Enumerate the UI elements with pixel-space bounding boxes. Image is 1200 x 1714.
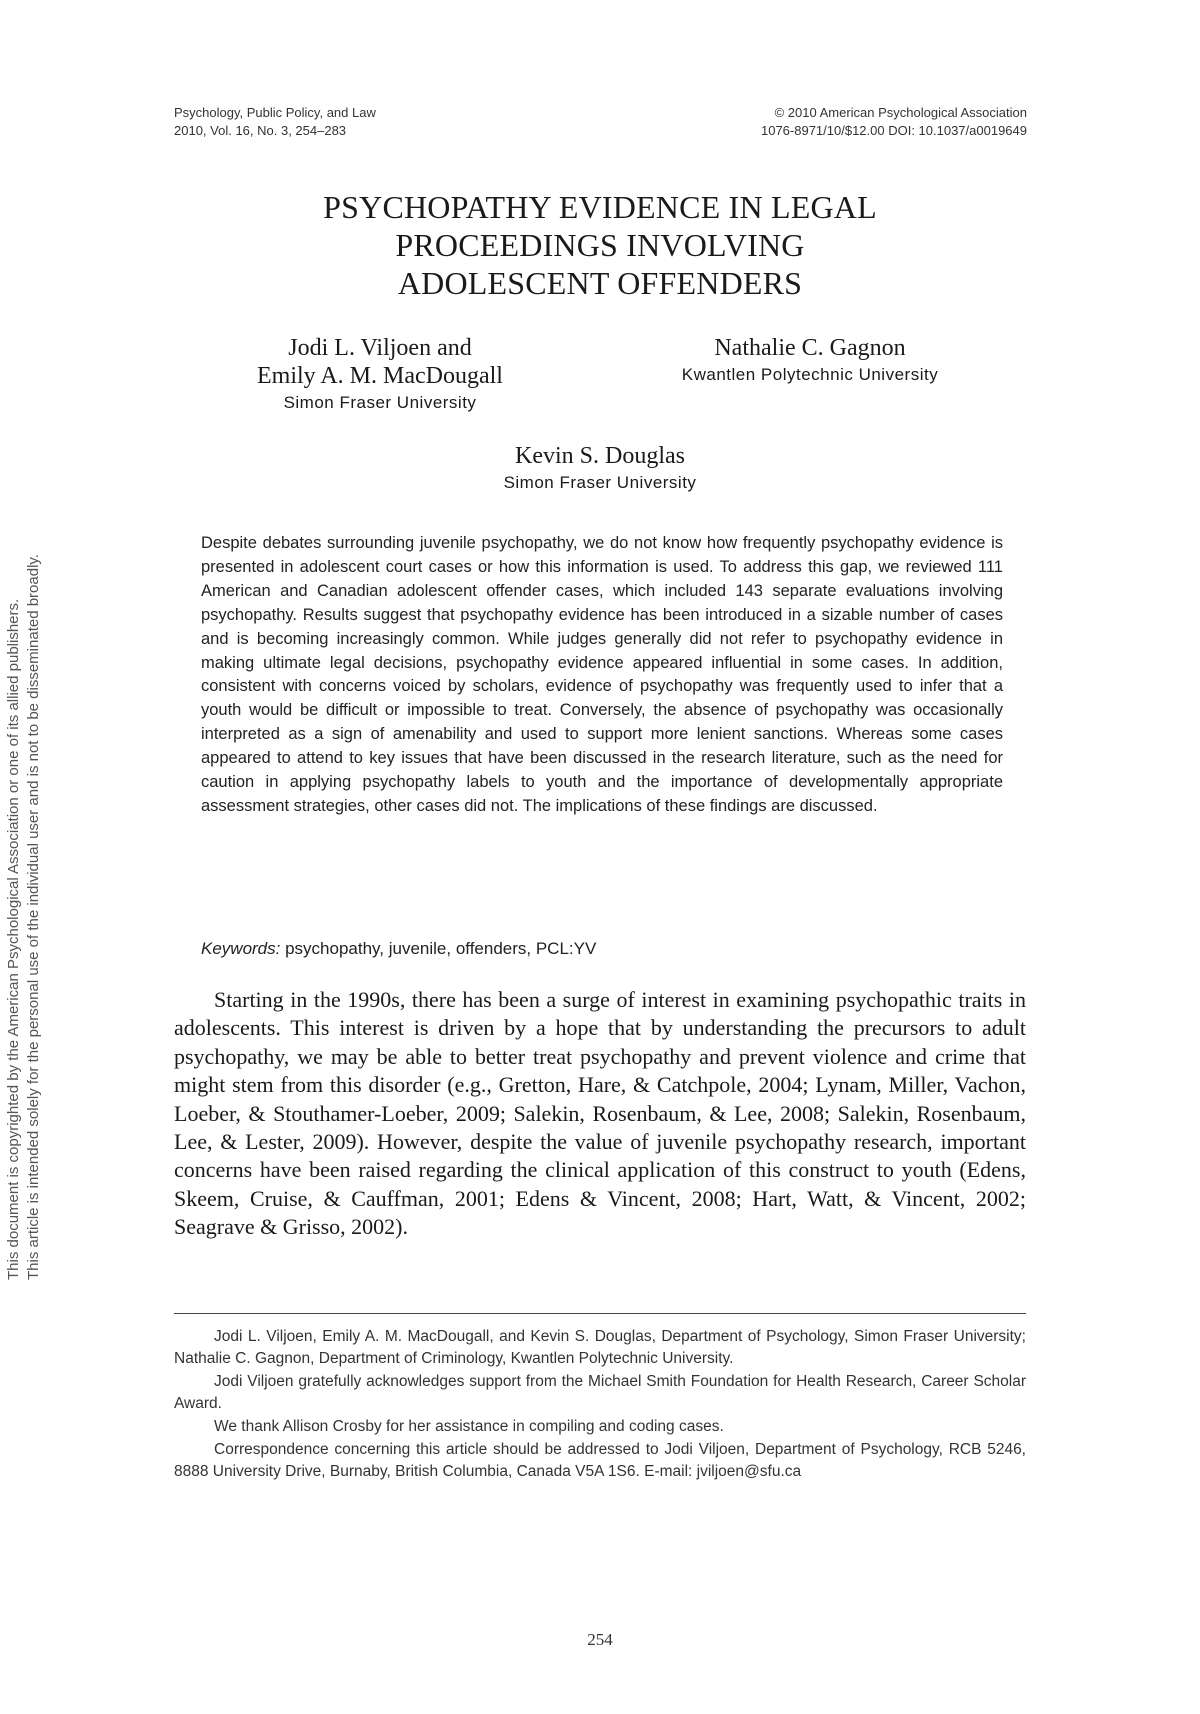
body-paragraph: Starting in the 1990s, there has been a surge of interest in examining psychopathic traits in adolescents. This interest is driven by a hope that by understanding the precursors to adult psychopathy, we may be able to better treat psychopathy and prevent violence and crime that might stem from this disorder (e.g., Gretton, Hare, & Catchpole, 2004; Lynam, Miller, Vachon, Loeber, & Stouthamer-Loeber, 2009; Salekin, Rosenbaum, & Lee, 2008; Salekin, Rosenbaum, Lee, & Lester, 2009). However, despite the value of juvenile psychopathy research, important concerns have been raised regarding the clinical application of this construct to youth (Edens, Skeem, Cruise, & Cauffman, 2001; Edens & Vincent, 2008; Hart, Watt, & Vincent, 2002; Seagrave & Grisso, 2002).: [174, 987, 1026, 1240]
author-block-2: [640, 334, 980, 386]
author-name: Jodi L. Viljoen and: [288, 335, 472, 361]
author-name: Nathalie C. Gagnon: [714, 335, 906, 361]
title-line-1: PSYCHOPATHY EVIDENCE IN LEGAL: [323, 189, 877, 225]
author-name: Emily A. M. MacDougall: [257, 363, 503, 389]
copyright-side-notice: [4, 420, 48, 1280]
doi-line: 1076-8971/10/$12.00 DOI: 10.1037/a0019649: [760, 123, 1027, 138]
keywords-label: Keywords:: [201, 939, 281, 958]
abstract: Despite debates surrounding juvenile psychopathy, we do not know how frequently psychopathy evidence is presented in adolescent court cases or how this information is used. To address this gap, we reviewed 111 American and Canadian adolescent offender cases, which included 143 separate evaluations involving psychopathy. Results suggest that psychopathy evidence has been introduced in a sizable number of cases and is becoming increasingly common. While judges generally did not refer to psychopathy evidence in making ultimate legal decisions, psychopathy evidence appeared influential in some cases. In addition, consistent with concerns voiced by scholars, evidence of psychopathy was frequently used to infer that a youth would be difficult or impossible to treat. Conversely, the absence of psychopathy was occasionally interpreted as a sign of amenability and used to support more lenient sanctions. Whereas some cases appeared to attend to key issues that have been discussed in the research literature, such as the need for caution in applying psychopathy labels to youth and the importance of developmentally appropriate assessment strategies, other cases did not. The implications of these findings are discussed.: [201, 534, 1003, 815]
footnotes: [174, 1326, 1026, 1484]
author-name: Kevin S. Douglas: [515, 443, 685, 469]
page-number: 254: [587, 1630, 613, 1649]
article-title: [174, 188, 1026, 302]
footnote-divider: [174, 1313, 1026, 1314]
author-affiliation: Simon Fraser University: [503, 473, 697, 492]
author-affiliation: Kwantlen Polytechnic University: [681, 365, 939, 384]
footnote: Jodi Viljoen gratefully acknowledges support from the Michael Smith Foundation for Health Research, Career Scholar Award.: [174, 1373, 1026, 1412]
running-header-right: [761, 104, 1027, 140]
keywords-value: psychopathy, juvenile, offenders, PCL:YV: [280, 939, 597, 958]
side-notice-line-1: This document is copyrighted by the American Psychological Association or one of its allied publishers.: [5, 598, 22, 1280]
running-header-left: [174, 104, 376, 140]
journal-issue: 2010, Vol. 16, No. 3, 254–283: [174, 123, 347, 138]
author-block-3: [400, 442, 800, 494]
footnote: Jodi L. Viljoen, Emily A. M. MacDougall, and Kevin S. Douglas, Department of Psychology, Simon Fraser University; Nathalie C. Gagnon, Department of Criminology, Kwantlen Polytechnic University.: [174, 1328, 1026, 1367]
title-line-2: PROCEEDINGS INVOLVING: [395, 227, 805, 263]
author-affiliation: Simon Fraser University: [283, 393, 477, 412]
footnote: We thank Allison Crosby for her assistance in compiling and coding cases.: [214, 1418, 724, 1435]
copyright-line: © 2010 American Psychological Association: [774, 105, 1027, 120]
title-line-3: ADOLESCENT OFFENDERS: [397, 265, 803, 301]
keywords: [201, 939, 596, 959]
side-notice-line-2: This article is intended solely for the personal use of the individual user and is not to be disseminated broadly.: [25, 554, 42, 1280]
author-block-1: [216, 334, 544, 414]
footnote: Correspondence concerning this article should be addressed to Jodi Viljoen, Department of Psychology, RCB 5246, 8888 University Drive, Burnaby, British Columbia, Canada V5A 1S6. E-mail: jviljoen@sfu.ca: [174, 1441, 1026, 1480]
journal-name: Psychology, Public Policy, and Law: [174, 105, 376, 120]
